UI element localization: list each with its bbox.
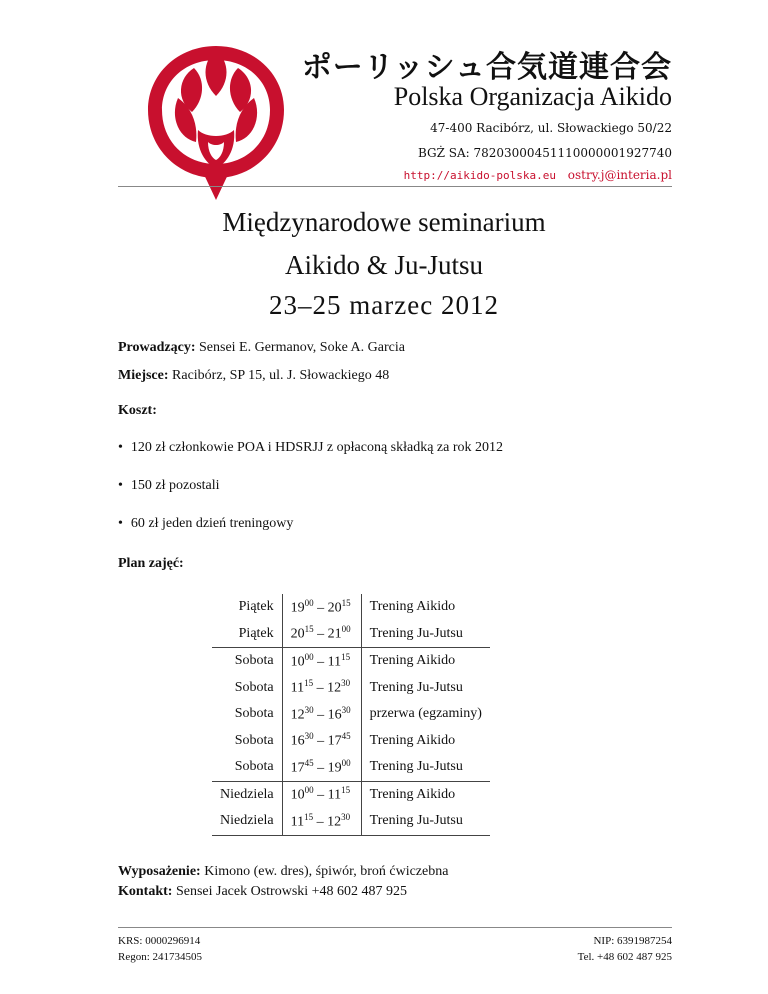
leader-value: Sensei E. Germanov, Soke A. Garcia	[195, 340, 405, 355]
krs-number: KRS: 0000296914	[118, 935, 201, 947]
schedule-time: $10^{00} - 11^{15}$	[282, 781, 361, 808]
contact-label: Kontakt:	[118, 884, 173, 899]
table-row	[212, 701, 490, 728]
table-row	[212, 675, 490, 702]
org-name: Polska Organizacja Aikido	[393, 82, 672, 111]
table-row	[212, 621, 490, 648]
equipment-label: Wyposażenie:	[118, 864, 201, 879]
plan-label: Plan zajęć:	[118, 556, 184, 571]
leader-line	[118, 340, 405, 356]
equipment-value: Kimono (ew. dres), śpiwór, broń ćwiczebna	[200, 864, 449, 879]
schedule-activity: Trening Aikido	[369, 732, 456, 748]
schedule-day: Sobota	[212, 675, 282, 702]
bank-account: BGŻ SA: 78203000451110000001927740	[417, 146, 672, 160]
leader-label: Prowadzący:	[118, 340, 196, 355]
footer-left	[118, 933, 202, 965]
schedule-time: $16^{30} - 17^{45}$	[282, 728, 361, 755]
schedule-time: $12^{30} - 16^{30}$	[282, 701, 361, 728]
schedule-day: Piątek	[212, 594, 282, 621]
contact-line	[118, 884, 407, 900]
schedule-time: $20^{15} - 21^{00}$	[282, 621, 361, 648]
schedule-day: Sobota	[212, 728, 282, 755]
list-item: • 150 zł pozostali	[118, 478, 503, 516]
schedule-time: $10^{00} - 11^{15}$	[282, 648, 361, 675]
schedule-time: $19^{00} - 20^{15}$	[282, 594, 361, 621]
seminar-subtitle: Aikido & Ju-Jutsu	[284, 250, 484, 280]
schedule-activity: Trening Ju-Jutsu	[369, 625, 463, 641]
table-row	[212, 781, 490, 808]
schedule-activity: Trening Ju-Jutsu	[369, 759, 463, 775]
schedule-table	[212, 594, 490, 836]
table-row	[212, 648, 490, 675]
cost-heading	[118, 403, 157, 419]
cost-label: Koszt:	[118, 403, 157, 418]
email-link[interactable]: ostry.j@interia.pl	[567, 168, 672, 182]
schedule-activity: Trening Aikido	[361, 781, 490, 808]
website-link[interactable]: http://aikido-polska.eu	[403, 169, 556, 182]
schedule-activity: przerwa (egzaminy)	[369, 706, 482, 722]
footer-right	[578, 933, 672, 965]
equipment-line	[118, 864, 448, 880]
place-value: Racibórz, SP 15, ul. J. Słowackiego 48	[168, 368, 390, 383]
table-row	[212, 808, 490, 835]
schedule-time: $11^{15} - 12^{30}$	[282, 808, 361, 835]
list-item: • 60 zł jeden dzień treningowy	[118, 516, 503, 554]
schedule-day: Niedziela	[212, 781, 282, 808]
schedule-day: Piątek	[212, 621, 282, 648]
plan-heading	[118, 556, 184, 572]
seminar-dates: 23–25 marzec 2012	[269, 290, 499, 320]
table-row	[212, 728, 490, 755]
schedule-day: Sobota	[212, 754, 282, 781]
list-item: • 120 zł członkowie POA i HDSRJJ z opłaconą składką za rok 2012	[118, 440, 503, 478]
nip-number: NIP: 6391987254	[593, 935, 672, 947]
table-row	[212, 754, 490, 781]
org-address: 47-400 Racibórz, ul. Słowackiego 50/22	[430, 121, 672, 135]
schedule-activity: Trening Aikido	[361, 648, 490, 675]
phone-number: Tel. +48 602 487 925	[577, 951, 672, 963]
schedule-activity: Trening Ju-Jutsu	[369, 679, 463, 695]
schedule-activity: Trening Aikido	[369, 599, 456, 615]
place-line	[118, 368, 389, 384]
schedule-day: Sobota	[212, 701, 282, 728]
footer-divider	[118, 927, 672, 928]
schedule-time: $11^{15} - 12^{30}$	[282, 675, 361, 702]
japanese-org-title: ポーリッシュ合気道連合会	[301, 50, 672, 85]
cost-list	[118, 440, 503, 554]
schedule-activity: Trening Ju-Jutsu	[369, 813, 463, 829]
contact-value: Sensei Jacek Ostrowski +48 602 487 925	[172, 884, 408, 899]
schedule-day: Sobota	[212, 648, 282, 675]
aikido-crest-logo	[118, 38, 314, 208]
seminar-title: Międzynarodowe seminarium	[222, 207, 546, 237]
schedule-time: $17^{45} - 19^{00}$	[282, 754, 361, 781]
contact-links	[404, 168, 672, 182]
regon-number: Regon: 241734505	[118, 951, 203, 963]
place-label: Miejsce:	[118, 368, 169, 383]
table-row	[212, 594, 490, 621]
header-divider	[118, 186, 672, 187]
schedule-day: Niedziela	[212, 808, 282, 835]
